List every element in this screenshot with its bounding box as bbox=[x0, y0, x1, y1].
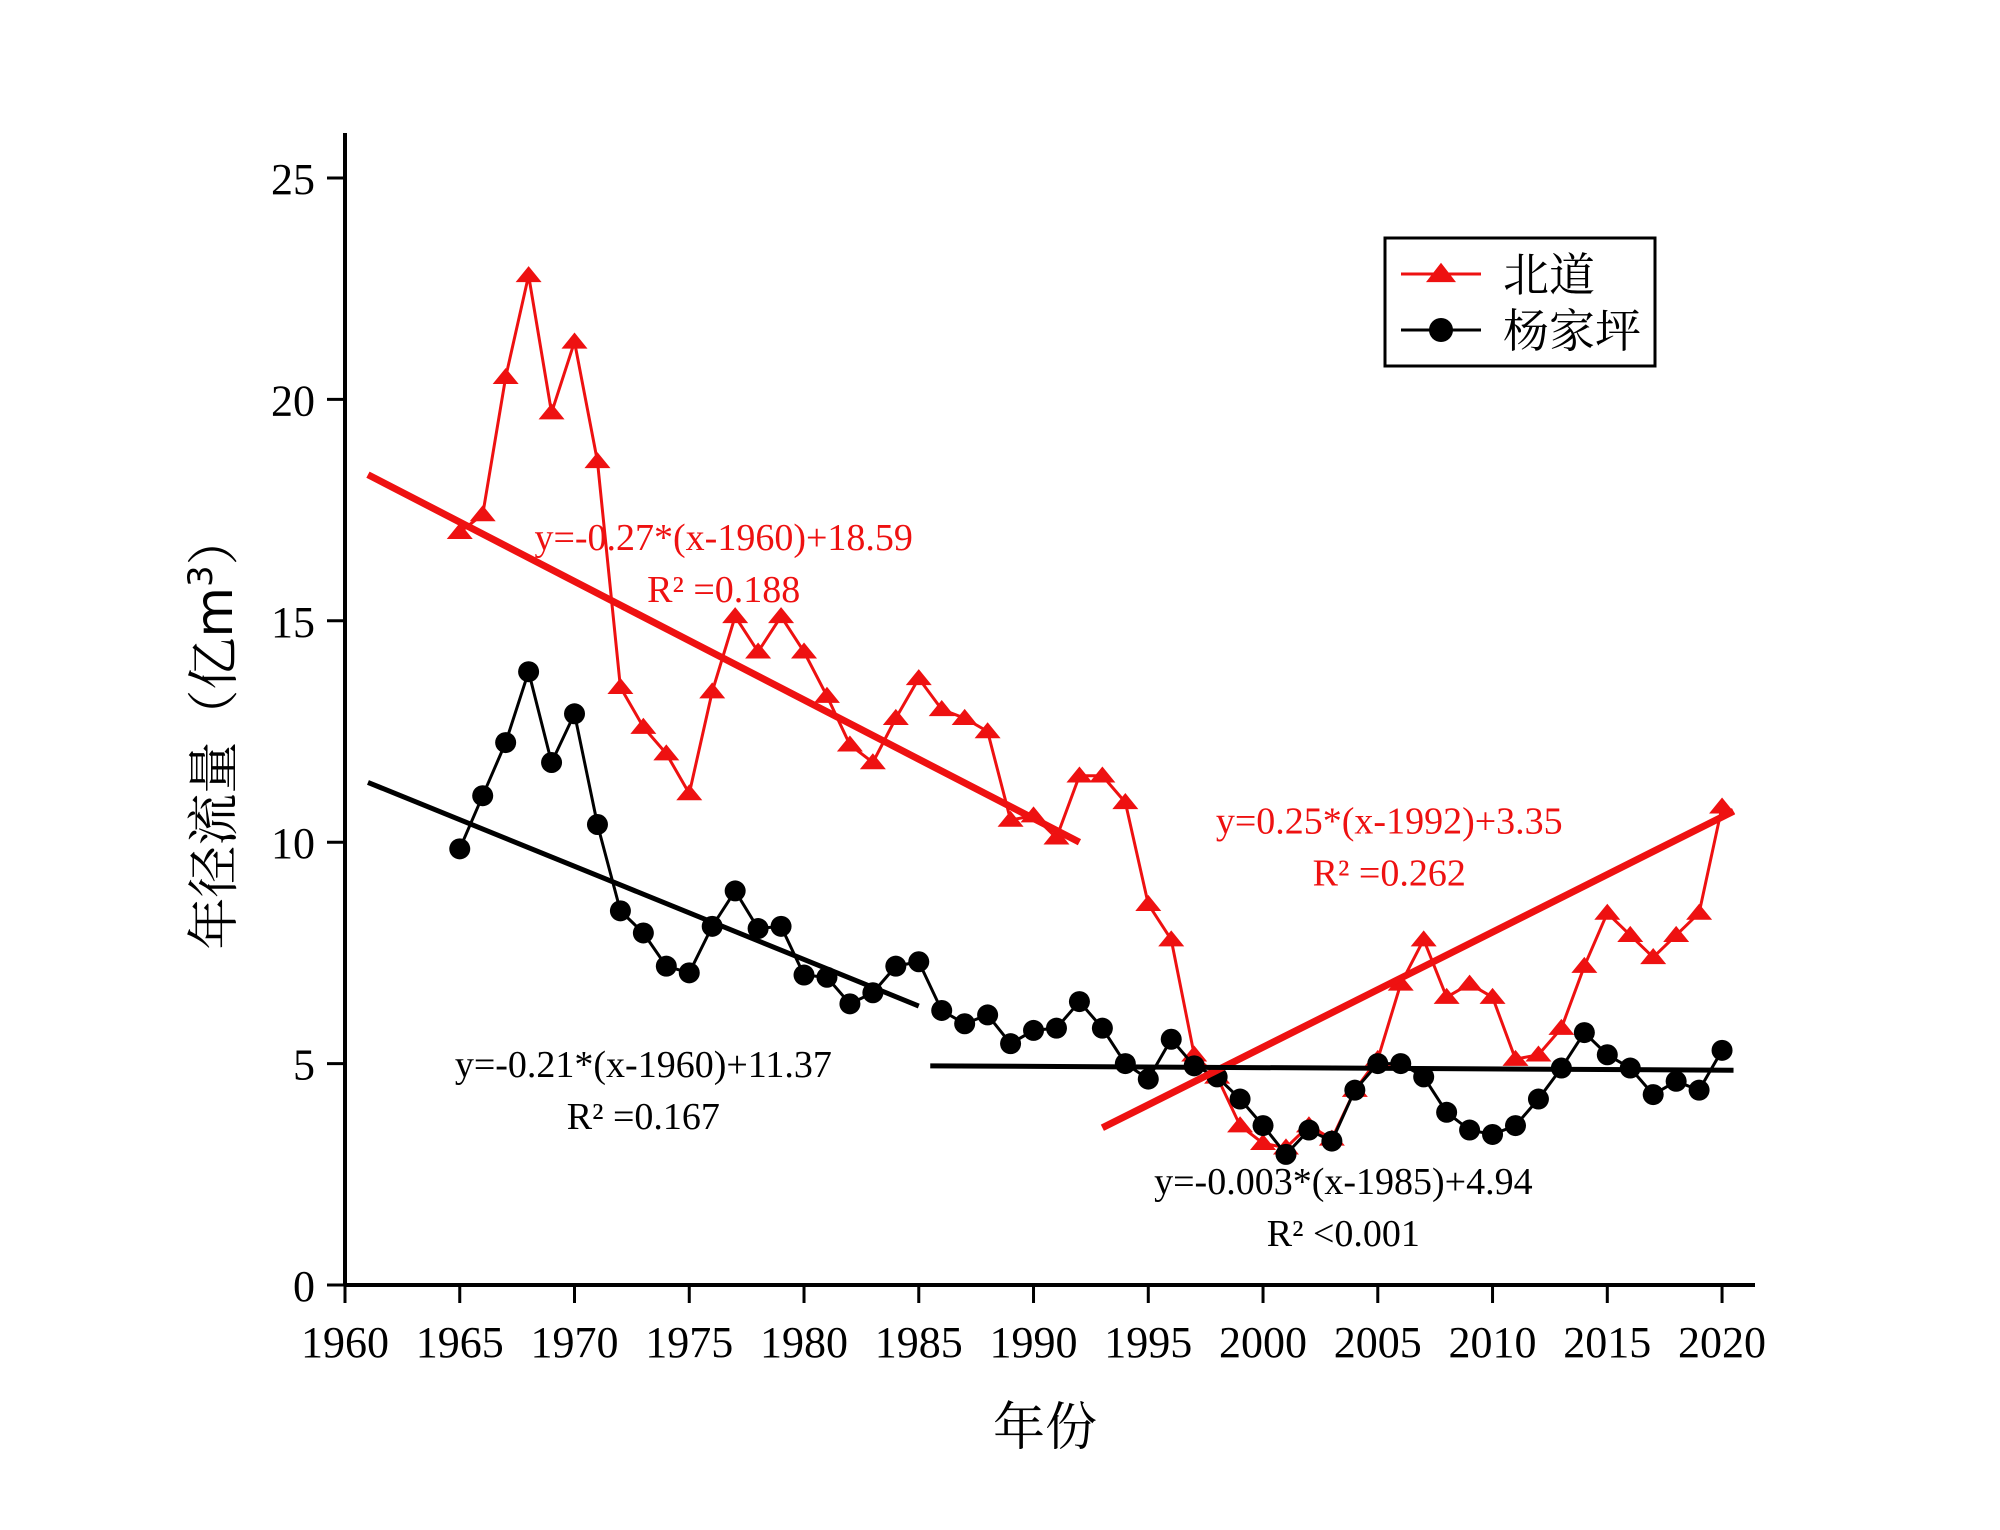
data-point-marker bbox=[449, 838, 470, 859]
data-point-marker bbox=[1135, 895, 1161, 911]
data-point-marker bbox=[630, 718, 656, 734]
data-point-marker bbox=[745, 642, 771, 658]
x-tick-label: 2020 bbox=[1678, 1318, 1767, 1367]
trendline-equation: y=-0.27*(x-1960)+18.59 bbox=[534, 516, 913, 559]
axis-titles-layer bbox=[181, 513, 1097, 1458]
data-point-marker bbox=[1712, 1040, 1733, 1061]
legend-label-2[interactable]: 杨家坪 bbox=[1503, 304, 1641, 358]
trendline-equation: y=-0.21*(x-1960)+11.37 bbox=[454, 1043, 832, 1086]
data-point-marker bbox=[676, 784, 702, 800]
data-point-marker bbox=[952, 709, 978, 725]
y-tick-label: 5 bbox=[293, 1040, 315, 1090]
data-point-marker bbox=[610, 900, 631, 921]
legend-label-1[interactable]: 北道 bbox=[1503, 248, 1595, 302]
data-point-marker bbox=[1253, 1115, 1274, 1136]
data-point-marker bbox=[470, 505, 496, 521]
data-point-marker bbox=[584, 452, 610, 468]
data-point-marker bbox=[1298, 1120, 1319, 1141]
data-point-marker bbox=[1390, 1053, 1411, 1074]
x-tick-label: 2010 bbox=[1448, 1318, 1537, 1367]
data-point-marker bbox=[562, 333, 588, 349]
x-tick-label: 2000 bbox=[1219, 1318, 1308, 1367]
data-point-marker bbox=[977, 1004, 998, 1025]
data-point-marker bbox=[633, 922, 654, 943]
x-tick-label: 1970 bbox=[530, 1318, 619, 1367]
x-tick-label: 1990 bbox=[989, 1318, 1078, 1367]
data-point-marker bbox=[495, 732, 516, 753]
data-point-marker bbox=[1023, 1020, 1044, 1041]
data-point-marker bbox=[1411, 930, 1437, 946]
data-point-marker bbox=[908, 951, 929, 972]
data-point-marker bbox=[1643, 1084, 1664, 1105]
data-point-marker bbox=[1686, 904, 1712, 920]
trendline-equation: y=-0.003*(x-1985)+4.94 bbox=[1154, 1161, 1533, 1204]
trendline-4 bbox=[930, 1066, 1733, 1070]
data-point-marker bbox=[1227, 1116, 1253, 1132]
chart-legend[interactable] bbox=[1385, 238, 1655, 366]
x-axis-title: 年份 bbox=[992, 1398, 1098, 1458]
data-point-marker bbox=[1505, 1115, 1526, 1136]
data-point-marker bbox=[1436, 1102, 1457, 1123]
data-point-marker bbox=[493, 368, 519, 384]
x-tick-label: 1995 bbox=[1104, 1318, 1193, 1367]
data-point-marker bbox=[1689, 1080, 1710, 1101]
x-tick-label: 2005 bbox=[1333, 1318, 1422, 1367]
x-tick-label: 2015 bbox=[1563, 1318, 1652, 1367]
data-point-marker bbox=[1548, 1019, 1574, 1035]
data-point-marker bbox=[1000, 1033, 1021, 1054]
data-point-marker bbox=[1574, 1022, 1595, 1043]
data-point-marker bbox=[1115, 1053, 1136, 1074]
data-point-marker bbox=[587, 814, 608, 835]
data-point-marker bbox=[1367, 1053, 1388, 1074]
data-point-marker bbox=[1112, 793, 1138, 809]
data-point-marker bbox=[1482, 1124, 1503, 1145]
data-point-marker bbox=[1230, 1089, 1251, 1110]
x-tick-label: 1960 bbox=[301, 1318, 389, 1367]
data-point-marker bbox=[1161, 1029, 1182, 1050]
data-point-marker bbox=[539, 403, 565, 419]
x-tick-label: 1985 bbox=[874, 1318, 963, 1367]
data-point-marker bbox=[607, 678, 633, 694]
data-point-marker bbox=[725, 880, 746, 901]
data-point-marker bbox=[516, 266, 542, 282]
data-point-marker bbox=[1092, 1018, 1113, 1039]
y-tick-label: 15 bbox=[271, 597, 315, 647]
data-point-marker bbox=[1571, 957, 1597, 973]
y-axis-title-text: 年径流量（亿$m^3$） bbox=[181, 513, 245, 950]
x-tick-label: 1980 bbox=[760, 1318, 849, 1367]
data-point-marker bbox=[1344, 1080, 1365, 1101]
data-point-marker bbox=[1666, 1071, 1687, 1092]
trendline-r2: R² <0.001 bbox=[1266, 1213, 1420, 1256]
legend-marker-circle bbox=[1429, 318, 1453, 342]
data-point-marker bbox=[771, 916, 792, 937]
data-point-marker bbox=[1457, 975, 1483, 991]
data-point-marker bbox=[518, 661, 539, 682]
data-point-marker bbox=[1528, 1089, 1549, 1110]
data-point-marker bbox=[794, 965, 815, 986]
x-tick-label: 1975 bbox=[645, 1318, 734, 1367]
trendline-r2: R² =0.167 bbox=[566, 1095, 720, 1138]
data-point-marker bbox=[791, 642, 817, 658]
trendline-3 bbox=[368, 782, 919, 1006]
data-point-marker bbox=[1321, 1131, 1342, 1152]
data-point-marker bbox=[472, 785, 493, 806]
data-point-marker bbox=[931, 1000, 952, 1021]
trendline-r2: R² =0.262 bbox=[1312, 852, 1466, 895]
data-point-marker bbox=[564, 703, 585, 724]
data-point-marker bbox=[1158, 930, 1184, 946]
x-tick-label: 1965 bbox=[415, 1318, 504, 1367]
data-point-marker bbox=[1046, 1018, 1067, 1039]
trendline-equation: y=0.25*(x-1992)+3.35 bbox=[1215, 800, 1563, 843]
y-tick-label: 20 bbox=[271, 376, 315, 426]
data-point-marker bbox=[1597, 1044, 1618, 1065]
data-point-marker bbox=[541, 752, 562, 773]
data-point-marker bbox=[1069, 991, 1090, 1012]
data-point-marker bbox=[1594, 904, 1620, 920]
data-point-marker bbox=[906, 669, 932, 685]
data-point-marker bbox=[883, 709, 909, 725]
trendline-r2: R² =0.188 bbox=[647, 568, 801, 611]
data-point-marker bbox=[679, 962, 700, 983]
y-tick-label: 0 bbox=[293, 1262, 315, 1311]
data-point-marker bbox=[699, 682, 725, 698]
data-point-marker bbox=[929, 700, 955, 716]
data-point-marker bbox=[653, 744, 679, 760]
data-point-marker bbox=[837, 735, 863, 751]
y-axis-title bbox=[181, 513, 245, 949]
data-point-marker bbox=[1459, 1120, 1480, 1141]
series-layer bbox=[447, 266, 1735, 1165]
data-point-marker bbox=[885, 956, 906, 977]
data-point-marker bbox=[954, 1013, 975, 1034]
data-point-marker bbox=[839, 993, 860, 1014]
data-point-marker bbox=[814, 687, 840, 703]
data-point-marker bbox=[656, 956, 677, 977]
data-point-marker bbox=[1525, 1045, 1551, 1061]
data-point-marker bbox=[1138, 1069, 1159, 1090]
y-tick-label: 10 bbox=[271, 819, 315, 869]
y-tick-label: 25 bbox=[271, 155, 315, 204]
